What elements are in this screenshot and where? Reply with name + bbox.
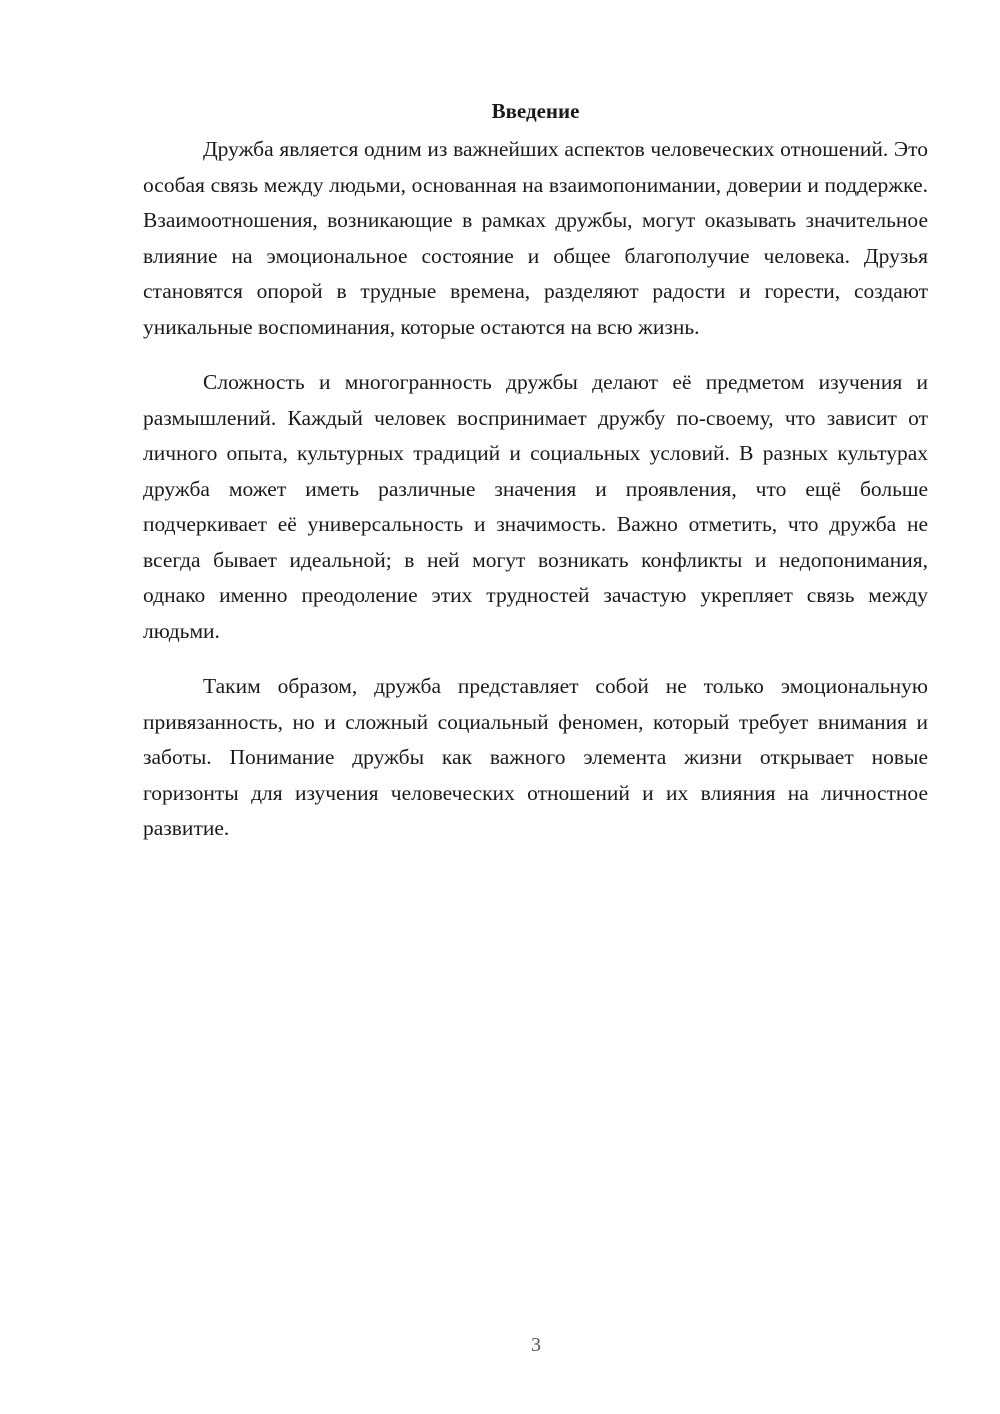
page-content: [143, 96, 928, 867]
paragraph-2: Сложность и многогранность дружбы делают её предметом изучения и размышлений. Каждый человек воспринимает дружбу по-своему, что зависит от личного опыта, культурных традиций и социальных условий. В разных культурах дружба может иметь различные значения и проявления, что ещё больше подчеркивает её универсальность и значимость. Важно отметить, что дружба не всегда бывает идеальной; в ней могут возникать конфликты и недопонимания, однако именно преодоление этих трудностей зачастую укрепляет связь между людьми.: [143, 370, 928, 643]
paragraph-1: Дружба является одним из важнейших аспектов человеческих отношений. Это особая связь между людьми, основанная на взаимопонимании, доверии и поддержке. Взаимоотношения, возникающие в рамках дружбы, могут оказывать значительное влияние на эмоциональное состояние и общее благополучие человека. Друзья становятся опорой в трудные времена, разделяют радости и горести, создают уникальные воспоминания, которые остаются на всю жизнь.: [143, 137, 928, 339]
page-number: 3: [531, 1334, 541, 1356]
paragraph-3: Таким образом, дружба представляет собой не только эмоциональную привязанность, но и сложный социальный феномен, который требует внимания и заботы. Понимание дружбы как важного элемента жизни открывает новые горизонты для изучения человеческих отношений и их влияния на личностное развитие.: [143, 674, 928, 840]
section-heading: Введение: [491, 99, 580, 123]
